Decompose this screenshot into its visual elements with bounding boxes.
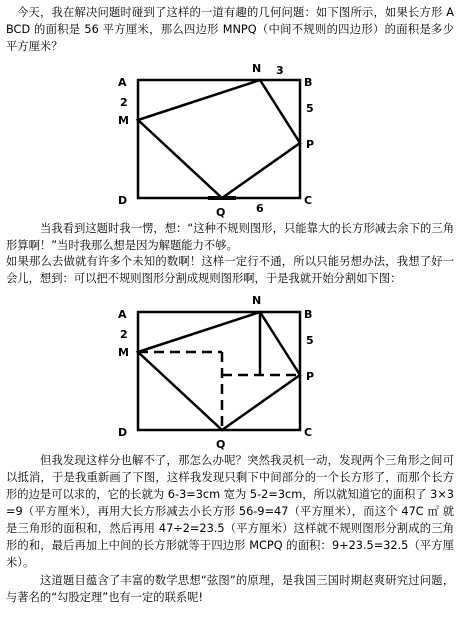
label-b: B bbox=[304, 76, 313, 89]
paragraph-2: 当我看到这题时我一愣，想：“这种不规则图形，只能靠大的长方形减去余下的三角形算啊！”当时我那么想是因为解题能力不够。 bbox=[6, 222, 454, 252]
label-d: D bbox=[118, 194, 128, 207]
label-q: Q bbox=[216, 438, 226, 450]
paragraph-4: 但我发现这样分也解不了，那怎么办呢？突然我灵机一动，发现两个三角形之间可以抵消，于是我重新画了下图，这样我发现只剩下中间部分的一个长方形了，而那个长方形的边是可以求的，它的长就为 6-3=3cm 宽为 5-2=3cm，所以就知道它的面积了 3×3=9（平方厘米），再用大长方形减去小长方形 56-9=47（平方厘米），而这个 47C ㎡ 就是三角形的面积和，然后再用 47÷2=23.5（平方厘米）这样就不规则图形分割成的三角形的和，最后再加上中间的长方形就等于四边形 MCPQ 的面积：9+23.5=32.5（平方厘米）。 bbox=[6, 454, 454, 569]
figure-rectangle-mnpq bbox=[110, 58, 320, 218]
label-n: N bbox=[252, 294, 262, 307]
label-m: M bbox=[118, 114, 129, 127]
label-3: 3 bbox=[276, 64, 284, 77]
quadrilateral-mnpq bbox=[138, 312, 300, 430]
label-6: 6 bbox=[256, 202, 264, 215]
label-n: N bbox=[252, 62, 262, 75]
label-c: C bbox=[304, 194, 313, 207]
label-b: B bbox=[304, 308, 313, 321]
label-p: P bbox=[306, 370, 315, 383]
label-a: A bbox=[118, 308, 127, 321]
label-m: M bbox=[118, 346, 129, 359]
quadrilateral-mnpq bbox=[138, 80, 300, 198]
label-c: C bbox=[304, 426, 313, 439]
label-2: 2 bbox=[120, 96, 128, 109]
label-d: D bbox=[118, 426, 128, 439]
rectangle-abcd bbox=[138, 80, 300, 198]
label-5: 5 bbox=[306, 102, 314, 115]
intro-paragraph: 今天，我在解决问题时碰到了这样的一道有趣的几何问题：如下图所示，如果长方形 ABCD 的面积是 56 平方厘米，那么四边形 MNPQ（中间不规则的四边形）的面积是多少平方厘米？ bbox=[6, 6, 454, 53]
label-a: A bbox=[118, 76, 127, 89]
label-p: P bbox=[306, 138, 315, 151]
paragraph-5: 这道题目蕴含了丰富的数学思想“弦图”的原理，是我国三国时期赵爽研究过问题，与著名的“勾股定理”也有一定的联系呢! bbox=[6, 574, 454, 604]
label-2: 2 bbox=[120, 328, 128, 341]
figure-divided-rectangle bbox=[110, 290, 320, 450]
label-5: 5 bbox=[306, 334, 314, 347]
label-q: Q bbox=[216, 206, 226, 218]
paragraph-3: 如果那么去做就有许多个未知的数啊！这样一定行不通，所以只能另想办法，我想了好一会儿，想到：可以把不规则图形分割成规则图形啊，于是我就开始分割如下图： bbox=[6, 255, 454, 285]
rectangle-abcd bbox=[138, 312, 300, 430]
